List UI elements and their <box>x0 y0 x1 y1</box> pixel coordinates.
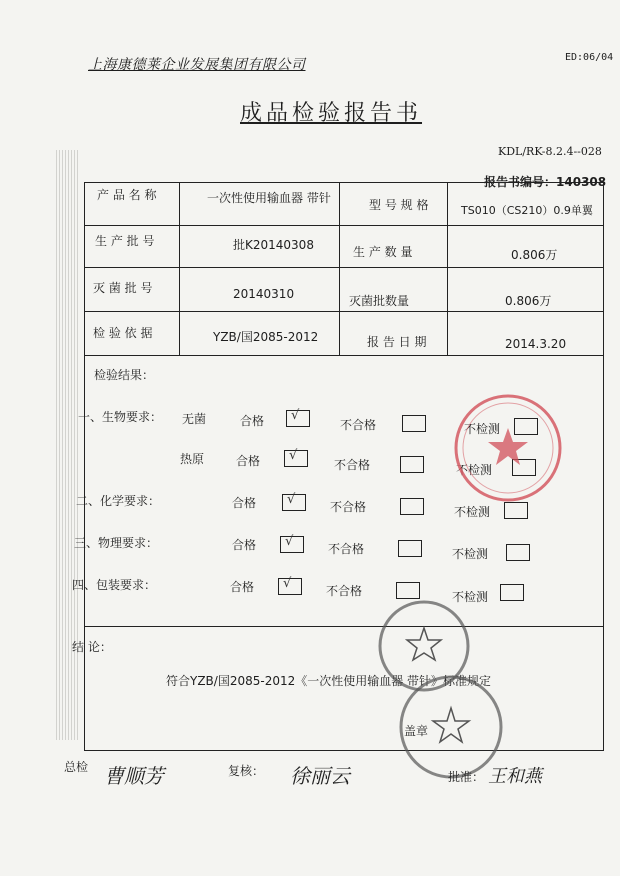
steril-batch-label: 灭 菌 批 号 <box>93 281 153 295</box>
inspector-signature: 曹顺芳 <box>104 764 164 788</box>
pack-label: 四、包装要求： <box>72 578 157 592</box>
check-mark: √ <box>285 534 294 549</box>
quantity-label: 生 产 数 量 <box>353 245 413 259</box>
pack-not-tested-label: 不检测 <box>452 590 489 604</box>
sterile-pass-checkbox[interactable] <box>286 410 310 427</box>
document-id: ED:06/04 <box>565 52 614 63</box>
chem-fail-checkbox[interactable] <box>400 498 424 515</box>
chem-not-tested-label: 不检测 <box>454 505 491 519</box>
info-table <box>84 182 604 356</box>
model-label: 型 号 规 格 <box>369 198 429 212</box>
pack-fail-label: 不合格 <box>326 584 363 598</box>
batch-label: 生 产 批 号 <box>95 234 155 248</box>
report-date-label: 报 告 日 期 <box>367 335 427 349</box>
approver-label: 批准： <box>448 770 485 784</box>
report-date-value: 2014.3.20 <box>505 337 567 351</box>
pyrogen-not-tested-label: 不检测 <box>456 463 493 477</box>
pyrogen-pass-checkbox[interactable] <box>284 450 308 467</box>
check-mark: √ <box>287 492 296 507</box>
chem-not-tested-checkbox[interactable] <box>504 502 528 519</box>
conclusion-text: 符合YZB/国2085-2012《一次性使用输血器 带针》标准规定 <box>166 674 492 688</box>
pyrogen-fail-label: 不合格 <box>334 458 371 472</box>
check-mark: √ <box>289 448 298 463</box>
basis-value: YZB/国2085-2012 <box>213 330 319 344</box>
company-name: 上海康德莱企业发展集团有限公司 <box>88 57 306 73</box>
phys-pass-label: 合格 <box>232 538 257 552</box>
quantity-value: 0.806万 <box>511 248 558 262</box>
sterile-not-tested-label: 不检测 <box>464 422 501 436</box>
product-name-value: 一次性使用输血器 带针 <box>207 191 331 205</box>
quality-seal-stamp <box>452 392 564 504</box>
phys-not-tested-checkbox[interactable] <box>506 544 530 561</box>
sterile-label: 无菌 <box>182 412 207 426</box>
chem-label: 二、化学要求： <box>76 494 161 508</box>
pack-not-tested-checkbox[interactable] <box>500 584 524 601</box>
pack-fail-checkbox[interactable] <box>396 582 420 599</box>
chem-fail-label: 不合格 <box>330 500 367 514</box>
pyrogen-pass-label: 合格 <box>236 454 261 468</box>
pack-pass-label: 合格 <box>230 580 255 594</box>
phys-pass-checkbox[interactable] <box>280 536 304 553</box>
pyrogen-fail-checkbox[interactable] <box>400 456 424 473</box>
results-heading: 检验结果： <box>94 368 155 382</box>
report-number-label: 报告书编号： <box>484 175 557 189</box>
reviewer-label: 复核： <box>228 764 265 778</box>
phys-label: 三、物理要求： <box>74 536 159 550</box>
chem-pass-checkbox[interactable] <box>282 494 306 511</box>
steril-batch-value: 20140310 <box>233 287 295 301</box>
pack-pass-checkbox[interactable] <box>278 578 302 595</box>
seal-label: 盖章 <box>404 724 429 738</box>
conclusion-label: 结 论： <box>72 640 112 654</box>
sterile-fail-label: 不合格 <box>340 418 377 432</box>
sterile-fail-checkbox[interactable] <box>402 415 426 432</box>
sterile-pass-label: 合格 <box>240 414 265 428</box>
phys-fail-checkbox[interactable] <box>398 540 422 557</box>
model-value: TS010（CS210）0.9单翼 <box>461 204 593 217</box>
phys-fail-label: 不合格 <box>328 542 365 556</box>
page-title: 成品检验报告书 <box>240 101 423 126</box>
basis-label: 检 验 依 据 <box>93 326 153 340</box>
phys-not-tested-label: 不检测 <box>452 547 489 561</box>
pyrogen-label: 热原 <box>180 452 205 466</box>
approver-signature: 王和燕 <box>488 766 542 787</box>
reviewer-signature: 徐丽云 <box>290 764 350 788</box>
form-code: KDL/RK-8.2.4--028 <box>498 145 602 158</box>
check-mark: √ <box>291 408 300 423</box>
inspector-label: 总检 <box>64 760 89 774</box>
product-name-label: 产 品 名 称 <box>97 188 157 202</box>
report-number-value: 140308 <box>556 175 607 189</box>
chem-pass-label: 合格 <box>232 496 257 510</box>
steril-quantity-value: 0.806万 <box>505 294 552 308</box>
check-mark: √ <box>283 576 292 591</box>
bio-label: 一、生物要求： <box>78 410 163 424</box>
steril-quantity-label: 灭菌批数量 <box>349 294 410 308</box>
batch-value: 批K20140308 <box>233 238 314 252</box>
